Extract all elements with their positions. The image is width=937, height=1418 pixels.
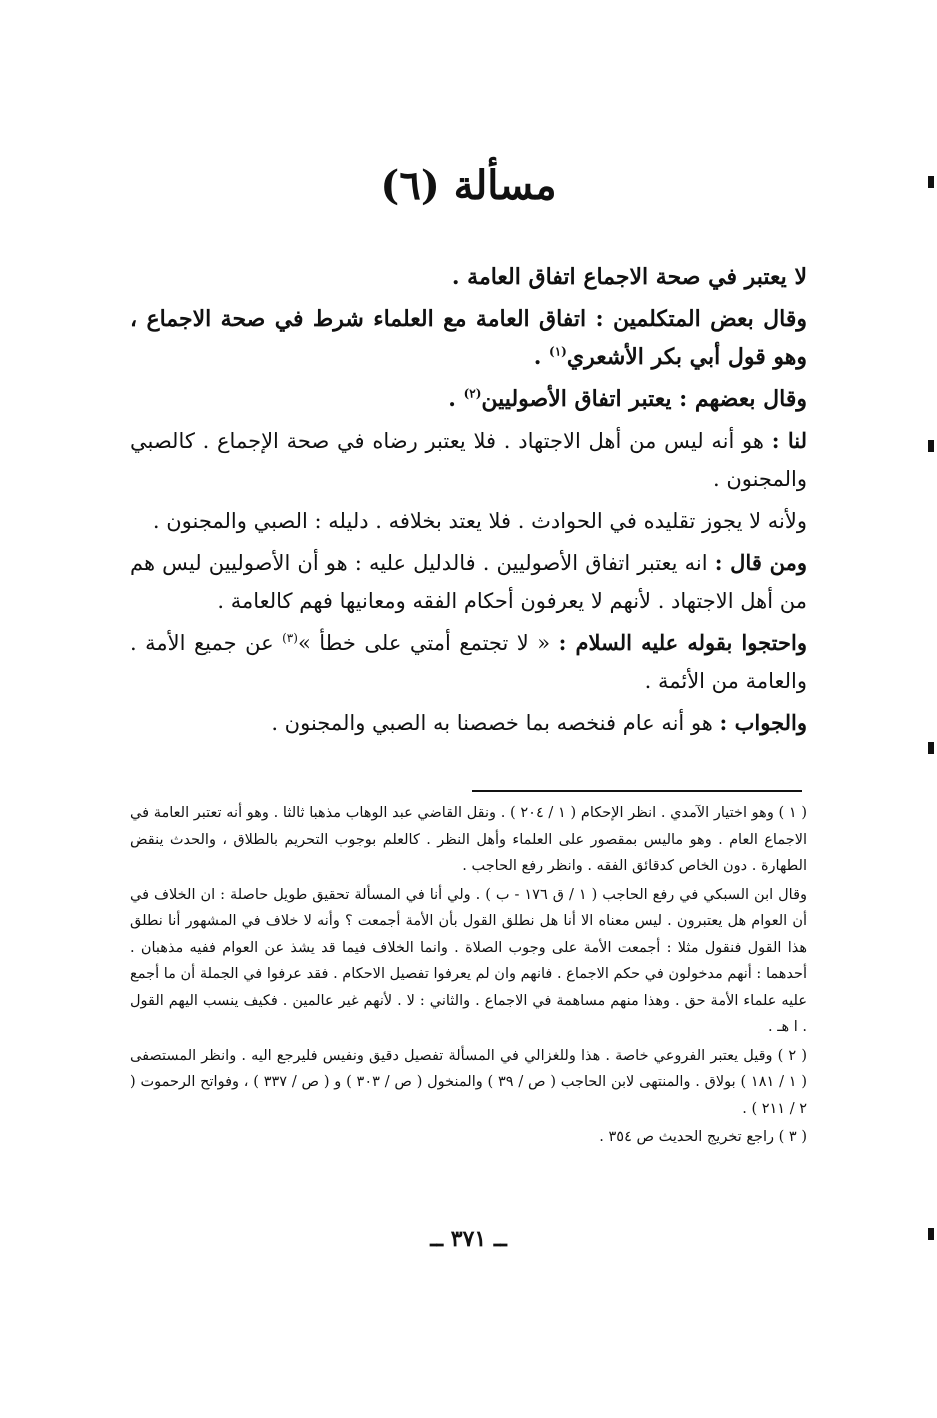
paragraph-4-lead: لنا :	[771, 428, 807, 453]
paragraph-3	[130, 380, 807, 418]
paragraph-6	[130, 544, 807, 620]
margin-mark	[928, 440, 934, 452]
footnote-1: ( ١ ) وهو اختيار الآمدي . انظر الإحكام ( ١ / ٢٠٤ ) . ونقل القاضي عبد الوهاب مذهبا ثالثا . وهو أنه تعتبر العامة في الاجماع العام . وهو ماليس بمقصور على العلماء وأهل النظر . كالعلم بوجوب التحريم بالطلاق ، والحدث ينقض الطهارة . دون الخاص كدقائق الفقه . وانظر رفع الحاجب .	[130, 805, 807, 874]
paragraph-8-text: هو أنه عام فنخصه بما خصصنا به الصبي والمجنون .	[271, 711, 720, 735]
paragraph-1-text: لا يعتبر في صحة الاجماع اتفاق العامة .	[451, 264, 807, 290]
footnote-3: ( ٣ ) راجع تخريج الحديث ص ٣٥٤ .	[599, 1129, 807, 1145]
paragraph-2-text: وقال بعض المتكلمين : اتفاق العامة مع العلماء شرط في صحة الاجماع ، وهو قول أبي بكر الأشعري	[130, 306, 807, 370]
paragraph-6-text: انه يعتبر اتفاق الأصوليين . فالدليل عليه : هو أن الأصوليين ليس هم من أهل الاجتهاد . لأنهم لا يعرفون أحكام الفقه ومعانيها فهم كالعامة .	[130, 551, 807, 613]
paragraph-8-lead: والجواب :	[719, 710, 807, 735]
margin-mark	[928, 742, 934, 754]
paragraph-1	[130, 258, 807, 296]
paragraph-6-lead: ومن قال :	[714, 550, 807, 575]
paragraph-8	[130, 704, 807, 742]
section-title: مسألة (٦)	[380, 162, 557, 209]
paragraph-5	[130, 502, 807, 540]
paragraph-3-end: .	[448, 386, 464, 412]
paragraph-5-text: ولأنه لا يجوز تقليده في الحوادث . فلا يعتد بخلافه . دليله : الصبي والمجنون .	[152, 509, 807, 533]
paragraph-7-end: عن جميع الأمة . والعامة من الأئمة .	[130, 631, 807, 693]
main-text	[130, 258, 807, 746]
footnote-1-continuation: وقال ابن السبكي في رفع الحاجب ( ١ / ق ١٧٦ - ب ) . ولي أنا في المسألة تحقيق طويل حاصلة : ان الخلاف في أن العوام هل يعتبرون . ليس معناه الا أنا هل نطلق القول بأن الأمة أجمعت ؟ وأنه لا خلاف في المشهور أنا نطلق هذا القول فنقول مثلا : أجمعت الأمة على وجوب الصلاة . وانما الخلاف فيما قد يشذ عن العوام ففيه مذهبان . أحدهما : أنهم مدخولون في حكم الاجماع . فانهم وان لم يعرفوا تفصيل الاحكام . فقد عرفوا في الجملة أن ما أجمع عليه علماء الأمة حق . وهذا منهم مساهمة في الاجماع . والثاني : لا . لأنهم غير عالمين . فكيف ينسب اليهم القول . ا هـ .	[130, 886, 808, 1035]
paragraph-3-text: وقال بعضهم : يعتبر اتفاق الأصوليين	[481, 386, 807, 412]
footnotes	[130, 800, 807, 1153]
paragraph-4	[130, 422, 807, 498]
footnote-ref-2: (٢)	[463, 386, 482, 401]
footnote-ref-3: (٣)	[282, 631, 298, 645]
footnote-ref-1: (١)	[549, 344, 567, 359]
footnote-divider	[472, 790, 802, 792]
page-number: ــ ٣٧١ ــ	[430, 1226, 507, 1252]
paragraph-2-end: .	[533, 344, 550, 370]
paragraph-7-lead: واحتجوا بقوله عليه السلام :	[558, 630, 807, 655]
paragraph-7	[130, 624, 807, 700]
paragraph-4-text: هو أنه ليس من أهل الاجتهاد . فلا يعتبر رضاه في صحة الإجماع . كالصبي والمجنون .	[130, 429, 807, 491]
paragraph-7-text: « لا تجتمع أمتي على خطأ »	[297, 631, 559, 655]
paragraph-2	[130, 300, 807, 376]
footnote-2: ( ٢ ) وقيل يعتبر الفروعي خاصة . هذا وللغزالي في المسألة تفصيل دقيق ونفيس فليرجع اليه . وانظر المستصفى ( ١ / ١٨١ ) بولاق . والمنتهى لابن الحاجب ( ص / ٣٩ ) والمنخول ( ص / ٣٠٣ ) و ( ص / ٣٣٧ ) ، وفواتح الرحموت ( ٢ / ٢١١ ) .	[130, 1047, 808, 1117]
